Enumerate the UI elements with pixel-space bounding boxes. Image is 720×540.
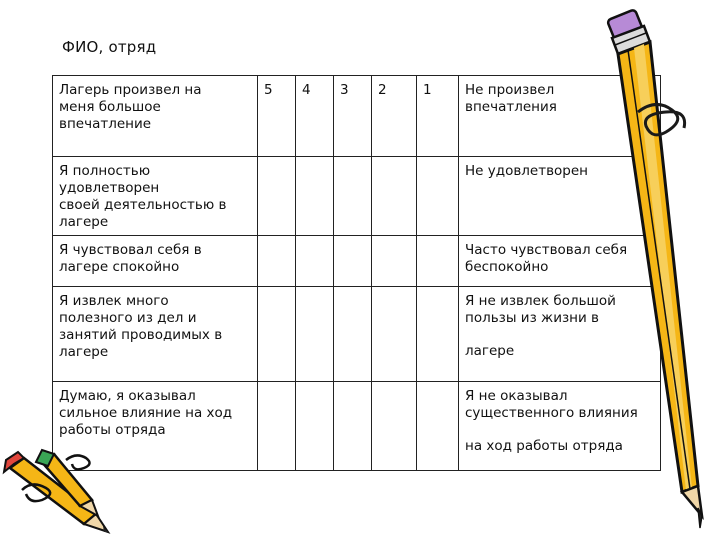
table-row	[53, 382, 661, 471]
pencil-clipart-large	[598, 0, 720, 532]
score-cell[interactable]	[417, 287, 459, 382]
score-cell[interactable]	[372, 236, 417, 287]
score-cell[interactable]	[296, 236, 334, 287]
score-cell[interactable]	[334, 157, 372, 236]
score-cell[interactable]	[258, 157, 296, 236]
survey-table	[52, 75, 661, 471]
score-cell[interactable]	[372, 382, 417, 471]
table-row	[53, 236, 661, 287]
score-cell[interactable]	[334, 287, 372, 382]
score-cell[interactable]	[258, 382, 296, 471]
score-cell[interactable]	[417, 157, 459, 236]
score-header-3: 3	[334, 76, 372, 157]
score-cell[interactable]	[296, 287, 334, 382]
statement-positive: Я чувствовал себя в лагере спокойно	[53, 236, 258, 287]
statement-negative: Не произвел впечатления	[459, 76, 661, 157]
score-cell[interactable]	[417, 382, 459, 471]
score-header-1: 1	[417, 76, 459, 157]
score-header-4: 4	[296, 76, 334, 157]
statement-negative: Я не оказывал существенного влияния на ход работы отряда	[459, 382, 661, 471]
score-header-5: 5	[258, 76, 296, 157]
statement-negative: Я не извлек большой пользы из жизни в лагере	[459, 287, 661, 382]
table-row	[53, 287, 661, 382]
table-row	[53, 76, 661, 157]
statement-negative: Не удовлетворен	[459, 157, 661, 236]
score-cell[interactable]	[417, 236, 459, 287]
score-cell[interactable]	[296, 382, 334, 471]
score-cell[interactable]	[372, 287, 417, 382]
pencil-clipart-small	[0, 440, 118, 536]
score-cell[interactable]	[334, 236, 372, 287]
score-header-2: 2	[372, 76, 417, 157]
score-cell[interactable]	[258, 287, 296, 382]
score-cell[interactable]	[258, 236, 296, 287]
score-cell[interactable]	[372, 157, 417, 236]
table-row	[53, 157, 661, 236]
statement-positive: Лагерь произвел на меня большое впечатление	[53, 76, 258, 157]
statement-positive: Я полностью удовлетворен своей деятельностью в лагере	[53, 157, 258, 236]
score-cell[interactable]	[334, 382, 372, 471]
score-cell[interactable]	[296, 157, 334, 236]
page-title: ФИО, отряд	[62, 38, 157, 56]
statement-positive: Я извлек много полезного из дел и занятий проводимых в лагере	[53, 287, 258, 382]
statement-negative: Часто чувствовал себя беспокойно	[459, 236, 661, 287]
statement-positive: Думаю, я оказывал сильное влияние на ход работы отряда	[53, 382, 258, 471]
